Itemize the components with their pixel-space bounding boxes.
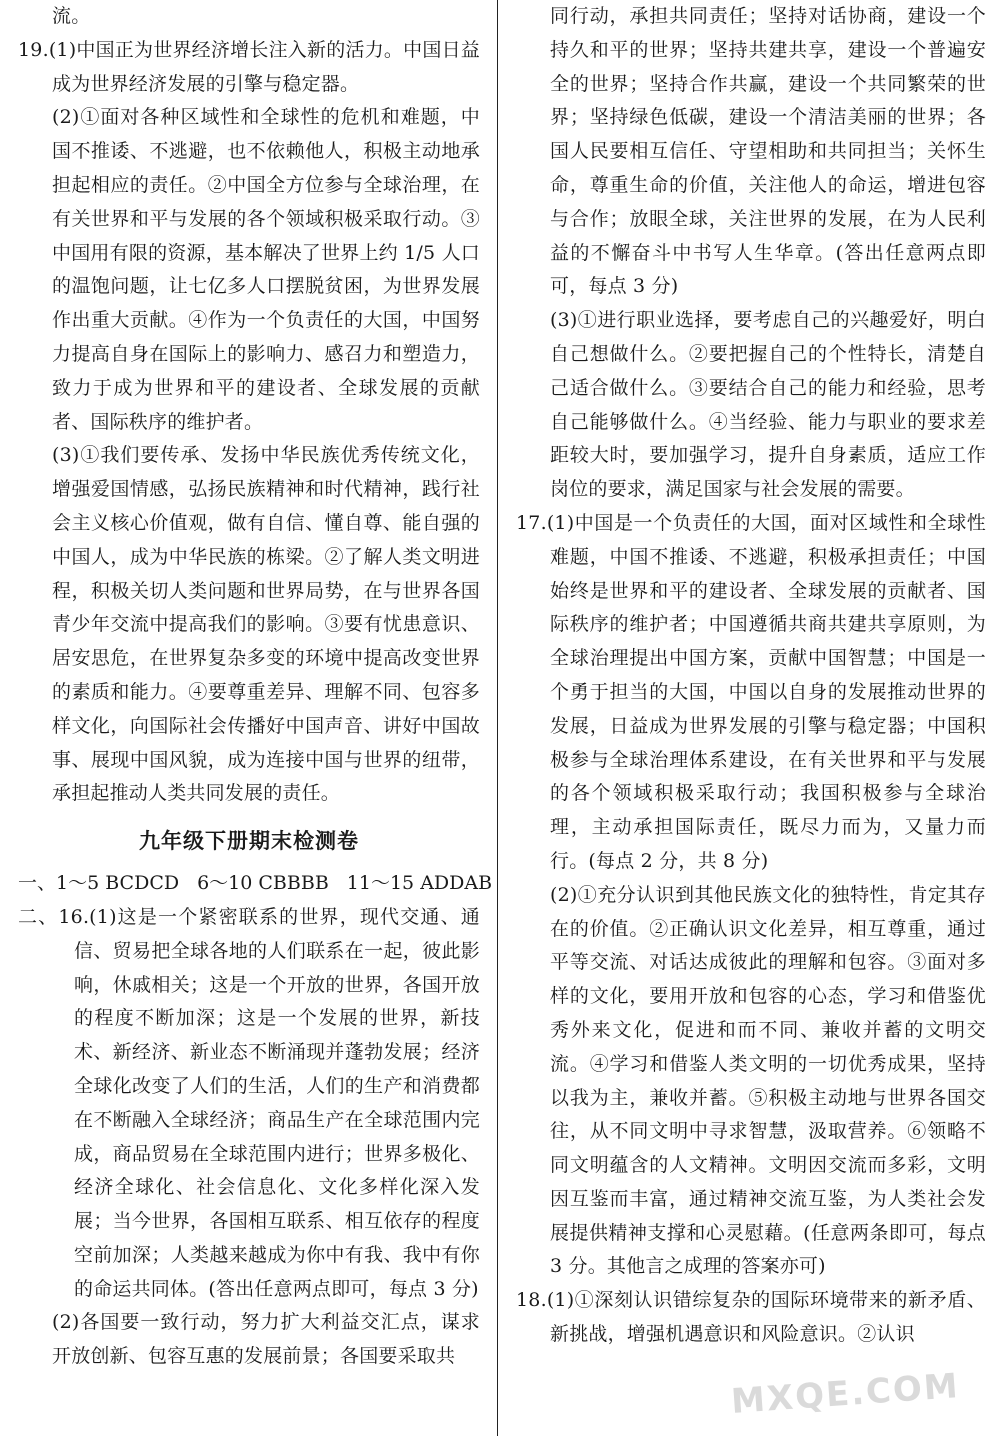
q16-part1: 二、16.(1)这是一个紧密联系的世界，现代交通、通信、贸易把全球各地的人们联系在一起，彼此影响，休戚相关；这是一个开放的世界，各国开放的程度不断加深；这是一个发展的世界，新技术、新经济、新业态不断涌现并蓬勃发展；经济全球化改变了人们的生活，人们的生产和消费都在不断融入全球经济；商品生产在全球范围内完成，商品贸易在全球范围内进行；世界多极化、经济全球化、社会信息化、文化多样化深入发展；当今世界，各国相互联系、相互依存的程度空前加深；人类越来越成为你中有我、我中有你的命运共同体。(答出任意两点即可，每点 3 分) xyxy=(18,905,480,1300)
watermark-logo: MXQE.COM xyxy=(730,1366,962,1422)
left-column xyxy=(18,0,493,1436)
q17-part2: (2)①充分认识到其他民族文化的独特性，肯定其存在的价值。②正确认识文化差异，相互尊重，通过平等交流、对话达成彼此的理解和包容。③面对多样的文化，要用开放和包容的心态，学习和借鉴优秀外来文化，促进和而不同、兼收并蓄的文明交流。④学习和借鉴人类文明的一切优秀成果，坚持以我为主，兼收并蓄。⑤积极主动地与世界各国交往，从不同文明中寻求智慧，汲取营养。⑥领略不同文明蕴含的人文精神。文明因交流而多彩，文明因互鉴而丰富，通过精神交流互鉴，为人类社会发展提供精神支撑和心灵慰藉。(任意两条即可，每点 3 分。其他言之成理的答案亦可) xyxy=(550,883,986,1278)
q19-part2: (2)①面对各种区域性和全球性的危机和难题，中国不推诿、不逃避，也不依赖他人，积极主动地承担起相应的责任。②中国全方位参与全球治理，在有关世界和平与发展的各个领域积极采取行动。③中国用有限的资源，基本解决了世界上约 1/5 人口的温饱问题，让七亿多人口摆脱贫困，为世界发展作出重大贡献。④作为一个负责任的大国，中国努力提高自身在国际上的影响力、感召力和塑造力，致力于成为世界和平的建设者、全球发展的贡献者、国际秩序的维护者。 xyxy=(52,106,480,433)
q16-part2-start: (2)各国要一致行动，努力扩大利益交汇点，谋求开放创新、包容互惠的发展前景；各国要采取共 xyxy=(52,1311,480,1368)
section-title: 九年级下册期末检测卷 xyxy=(139,829,359,854)
q16-part3: (3)①进行职业选择，要考虑自己的兴趣爱好，明白自己想做什么。②要把握自己的个性特长，清楚自己适合做什么。③要结合自己的能力和经验，思考自己能够做什么。④当经验、能力与职业的要求差距较大时，要加强学习，提升自身素质，适应工作岗位的要求，满足国家与社会发展的需要。 xyxy=(550,309,986,501)
answers-label: 一、 xyxy=(18,872,57,895)
column-divider xyxy=(497,0,498,1436)
q16-part2-continued: 同行动，承担共同责任；坚持对话协商，建设一个持久和平的世界；坚持共建共享，建设一个普遍安全的世界；坚持合作共赢，建设一个共同繁荣的世界；坚持绿色低碳，建设一个清洁美丽的世界；各国人民要相互信任、守望相助和共同担当；关怀生命，尊重生命的价值，关注他人的命运，增进包容与合作；放眼全球，关注世界的发展，在为人民利益的不懈奋斗中书写人生华章。(答出任意两点即可，每点 3 分) xyxy=(550,5,986,298)
answers-1-5: 1～5 BCDCD xyxy=(56,872,180,895)
q19-part3: (3)①我们要传承、发扬中华民族优秀传统文化，增强爱国情感，弘扬民族精神和时代精神，践行社会主义核心价值观，做有自信、懂自尊、能自强的中国人，成为中华民族的栋梁。②了解人类文明进程，积极关切人类问题和世界局势，在与世界各国青少年交流中提高我们的影响。③要有忧患意识、居安思危，在世界复杂多变的环境中提高改变世界的素质和能力。④要尊重差异、理解不同、包容多样文化，向国际社会传播好中国声音、讲好中国故事、展现中国风貌，成为连接中国与世界的纽带，承担起推动人类共同发展的责任。 xyxy=(52,444,480,805)
right-column xyxy=(516,0,986,1436)
multiple-choice-answers xyxy=(18,867,493,901)
answers-11-15: 11～15 ADDAB xyxy=(346,872,493,895)
q17-part1: 17.(1)中国是一个负责任的大国，面对区域性和全球性难题，中国不推诿、不逃避，积极承担责任；中国始终是世界和平的建设者、全球发展的贡献者、国际秩序的维护者；中国遵循共商共建共享原则，为全球治理提出中国方案，贡献中国智慧；中国是一个勇于担当的大国，中国以自身的发展推动世界的发展，日益成为世界发展的引擎与稳定器；中国积极参与全球治理体系建设，在有关世界和平与发展的各个领域积极采取行动；我国积极参与全球治理，主动承担国际责任，既尽力而为，又量力而行。(每点 2 分，共 8 分) xyxy=(516,511,986,872)
answers-6-10: 6～10 CBBBB xyxy=(197,872,329,895)
q19-part1: 19.(1)中国正为世界经济增长注入新的活力。中国日益成为世界经济发展的引擎与稳定器。 xyxy=(18,38,480,95)
q18-part1: 18.(1)①深刻认识错综复杂的国际环境带来的新矛盾、新挑战，增强机遇意识和风险意识。②认识 xyxy=(516,1289,986,1346)
continuation-line: 流。 xyxy=(52,5,91,27)
